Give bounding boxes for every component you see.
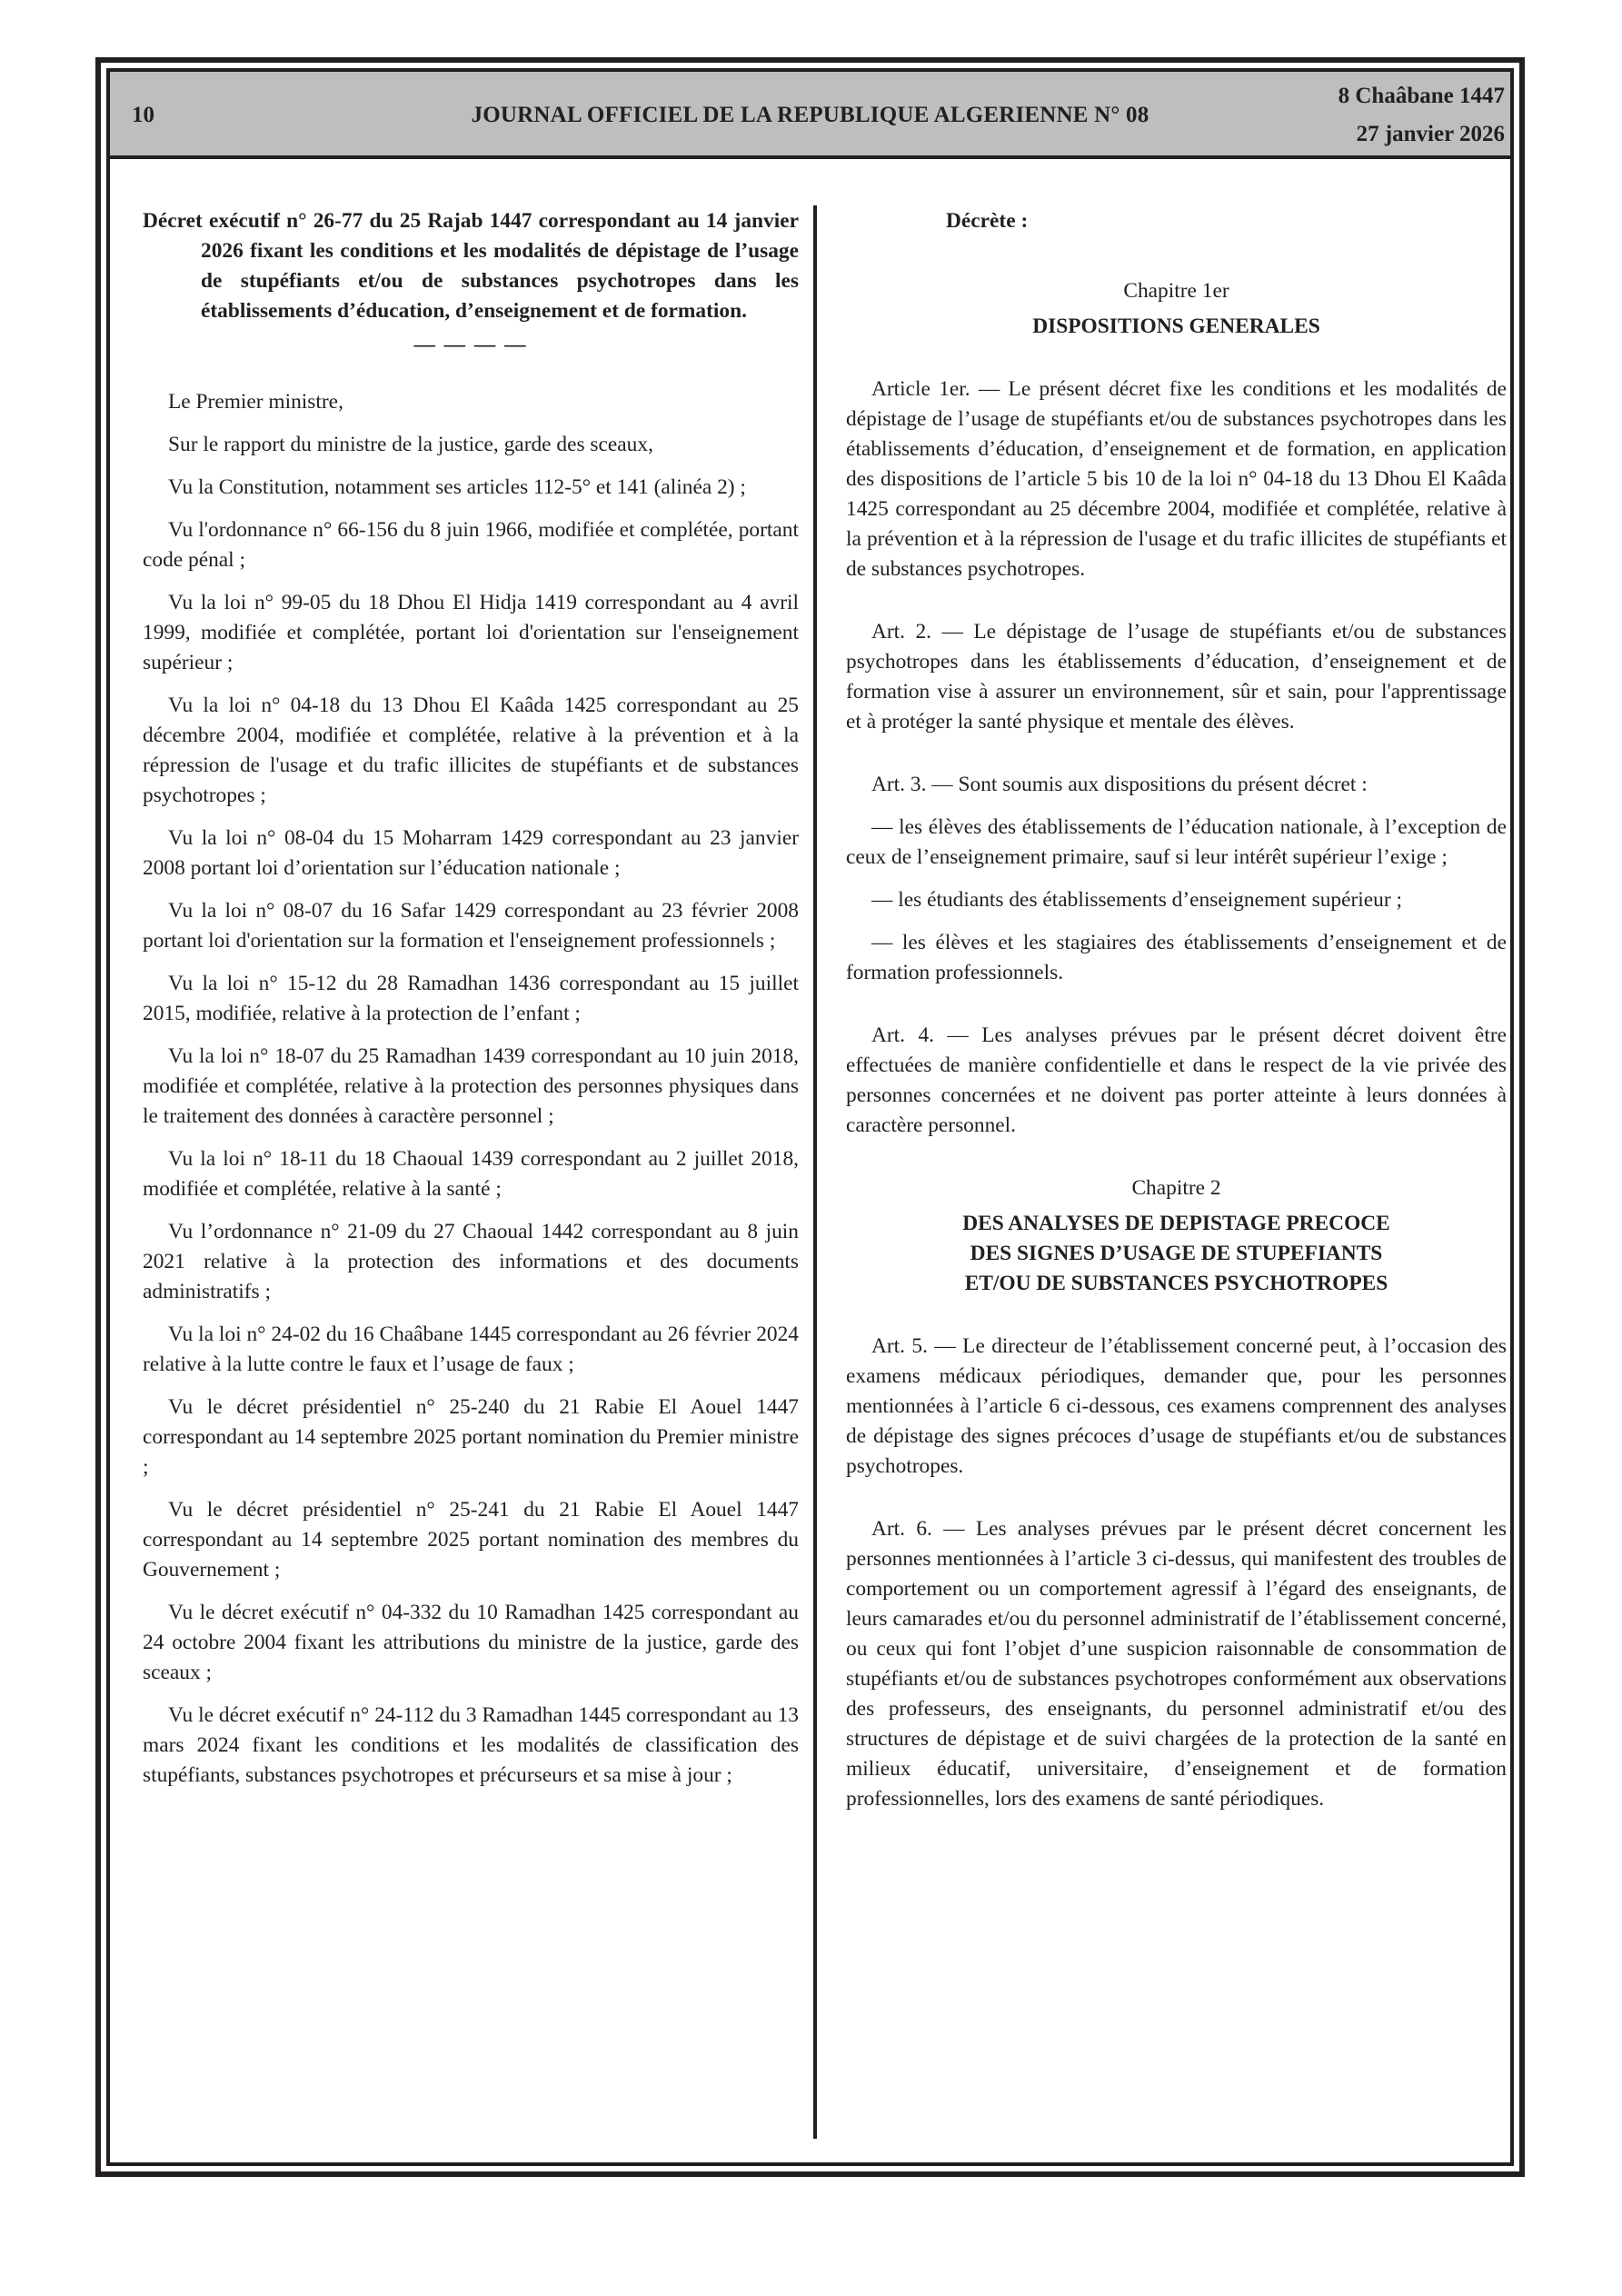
visa-paragraph: Vu la loi n° 99-05 du 18 Dhou El Hidja 1419 correspondant au 4 avril 1999, modifiée et complétée, portant loi d'orientation sur l'enseignement supérieur ; <box>143 591 799 674</box>
decree-title: Décret exécutif n° 26-77 du 25 Rajab 1447 correspondant au 14 janvier 2026 fixant les conditions et les modalités de dépistage de l’usage de stupéfiants et/ou de substances psychotropes dans les établissements d’éducation, d’enseignement et de formation. <box>143 209 799 323</box>
article-1: Article 1er. — Le présent décret fixe les conditions et les modalités de dépistage de l’usage de stupéfiants et/ou de substances psychotropes dans les établissements d’éducation, d’enseignement et de formation, en application des dispositions de l’article 5 bis 10 de la loi n° 04-18 du 13 Dhou El Kaâda 1425 correspondant au 25 décembre 2004, modifiée et complétée, relative à la prévention et à la répression de l'usage et du trafic illicites de stupéfiants et de substances psychotropes. <box>846 377 1507 581</box>
visa-paragraph: Vu la loi n° 08-04 du 15 Moharram 1429 correspondant au 23 janvier 2008 portant loi d’orientation sur l’éducation nationale ; <box>143 826 799 880</box>
chapter-2-title <box>846 1209 1507 1299</box>
article-4: Art. 4. — Les analyses prévues par le présent décret doivent être effectuées de manière confidentielle et dans le respect de la vie privée des personnes concernées et ne doivent pas porter atteinte à leurs données à caractère personnel. <box>846 1023 1507 1137</box>
page-frame <box>95 57 1525 2177</box>
article-3-item: — les élèves et les stagiaires des établissements d’enseignement et de formation professionnels. <box>846 931 1507 984</box>
column-divider <box>813 205 817 2139</box>
article-3-item: — les élèves des établissements de l’éducation nationale, à l’exception de ceux de l’enseignement primaire, sauf si leur intérêt supérieur l’exige ; <box>846 815 1507 869</box>
decrete-heading: Décrète : <box>946 209 1029 233</box>
article-6: Art. 6. — Les analyses prévues par le présent décret concernent les personnes mentionnées à l’article 3 ci-dessus, qui manifestent des troubles de comportement ou un comportement agressif à l’égard des enseignants, de leurs camarades et/ou du personnel administratif de l’établissement concerné, ou ceux qui font l’objet d’une suspicion raisonnable de consommation de stupéfiants et/ou de substances psychotropes conformément aux observations des professeurs, des enseignants, du personnel administratif et/ou des structures de dépistage et de suivi chargées de la protection de la santé en milieux éducatif, universitaire, d’enseignement et de formation professionnelles, lors des examens de santé périodiques. <box>846 1517 1507 1811</box>
visa-paragraph: Vu la loi n° 18-07 du 25 Ramadhan 1439 correspondant au 10 juin 2018, modifiée et complétée, relative à la protection des personnes physiques dans le traitement des données à caractère personnel ; <box>143 1044 799 1128</box>
visa-paragraph: Vu la loi n° 04-18 du 13 Dhou El Kaâda 1425 correspondant au 25 décembre 2004, modifiée et complétée, relative à la prévention et à la répression de l'usage et du trafic illicites de stupéfiants et de substances psychotropes ; <box>143 694 799 807</box>
preamble-paragraph: Sur le rapport du ministre de la justice, garde des sceaux, <box>168 433 653 456</box>
visa-paragraph: Vu la loi n° 18-11 du 18 Chaoual 1439 correspondant au 2 juillet 2018, modifiée et complétée, relative à la santé ; <box>143 1147 799 1201</box>
visa-paragraph: Vu le décret exécutif n° 24-112 du 3 Ramadhan 1445 correspondant au 13 mars 2024 fixant les conditions et les modalités de classification des stupéfiants, substances psychotropes et précurseurs et sa mise à jour ; <box>143 1703 799 1787</box>
preamble-paragraph: Le Premier ministre, <box>168 390 343 414</box>
visa-paragraph: Vu le décret présidentiel n° 25-240 du 21 Rabie El Aouel 1447 correspondant au 14 septembre 2025 portant nomination du Premier ministre ; <box>143 1395 799 1479</box>
left-column <box>143 206 799 1803</box>
issue-date <box>1338 77 1505 154</box>
issue-date-gregorian: 27 janvier 2026 <box>1356 122 1505 146</box>
article-3-item: — les étudiants des établissements d’enseignement supérieur ; <box>871 888 1402 912</box>
chapter-2-label: Chapitre 2 <box>1131 1176 1221 1200</box>
page-number: 10 <box>132 103 154 127</box>
article-5: Art. 5. — Le directeur de l’établissement concerné peut, à l’occasion des examens médicaux périodiques, demander que, pour les personnes mentionnées à l’article 6 ci-dessous, ces examens comprennent des analyses de dépistage des signes précoces d’usage de stupéfiants et/ou de substances psychotropes. <box>846 1334 1507 1478</box>
title-separator: — — — — <box>413 333 528 356</box>
article-3-intro: Art. 3. — Sont soumis aux dispositions du présent décret : <box>871 773 1368 796</box>
visa-paragraph: Vu l'ordonnance n° 66-156 du 8 juin 1966, modifiée et complétée, portant code pénal ; <box>143 518 799 572</box>
article-2: Art. 2. — Le dépistage de l’usage de stupéfiants et/ou de substances psychotropes dans les établissements d’éducation, d’enseignement et de formation vise à assurer un environnement, sûr et sain, pour l'apprentissage et à protéger la santé physique et mentale des élèves. <box>846 620 1507 734</box>
chapter-2-title-line: DES SIGNES D’USAGE DE STUPEFIANTS <box>970 1242 1383 1265</box>
chapter-1-title: DISPOSITIONS GENERALES <box>1032 314 1320 338</box>
visa-paragraph: Vu la Constitution, notamment ses articles 112-5° et 141 (alinéa 2) ; <box>168 475 746 499</box>
visa-paragraph: Vu l’ordonnance n° 21-09 du 27 Chaoual 1442 correspondant au 8 juin 2021 relative à la protection des informations et des documents administratifs ; <box>143 1220 799 1303</box>
visa-paragraph: Vu la loi n° 08-07 du 16 Safar 1429 correspondant au 23 février 2008 portant loi d'orientation sur la formation et l'enseignement professionnels ; <box>143 899 799 953</box>
journal-header <box>110 72 1510 159</box>
page-inner-frame <box>106 68 1514 2166</box>
journal-title: JOURNAL OFFICIEL DE LA REPUBLIQUE ALGERIENNE N° 08 <box>471 103 1149 127</box>
visa-paragraph: Vu le décret exécutif n° 04-332 du 10 Ramadhan 1425 correspondant au 24 octobre 2004 fixant les attributions du ministre de la justice, garde des sceaux ; <box>143 1601 799 1684</box>
right-column <box>846 206 1507 1847</box>
issue-date-hijri: 8 Chaâbane 1447 <box>1338 84 1505 108</box>
chapter-2-title-line: DES ANALYSES DE DEPISTAGE PRECOCE <box>962 1212 1390 1235</box>
visa-paragraph: Vu la loi n° 15-12 du 28 Ramadhan 1436 correspondant au 15 juillet 2015, modifiée, relative à la protection de l’enfant ; <box>143 972 799 1025</box>
chapter-2-title-line: ET/OU DE SUBSTANCES PSYCHOTROPES <box>964 1272 1388 1295</box>
chapter-1-label: Chapitre 1er <box>1123 279 1229 303</box>
visa-paragraph: Vu le décret présidentiel n° 25-241 du 21 Rabie El Aouel 1447 correspondant au 14 septembre 2025 portant nomination des membres du Gouvernement ; <box>143 1498 799 1582</box>
visa-paragraph: Vu la loi n° 24-02 du 16 Chaâbane 1445 correspondant au 26 février 2024 relative à la lutte contre le faux et l’usage de faux ; <box>143 1323 799 1376</box>
